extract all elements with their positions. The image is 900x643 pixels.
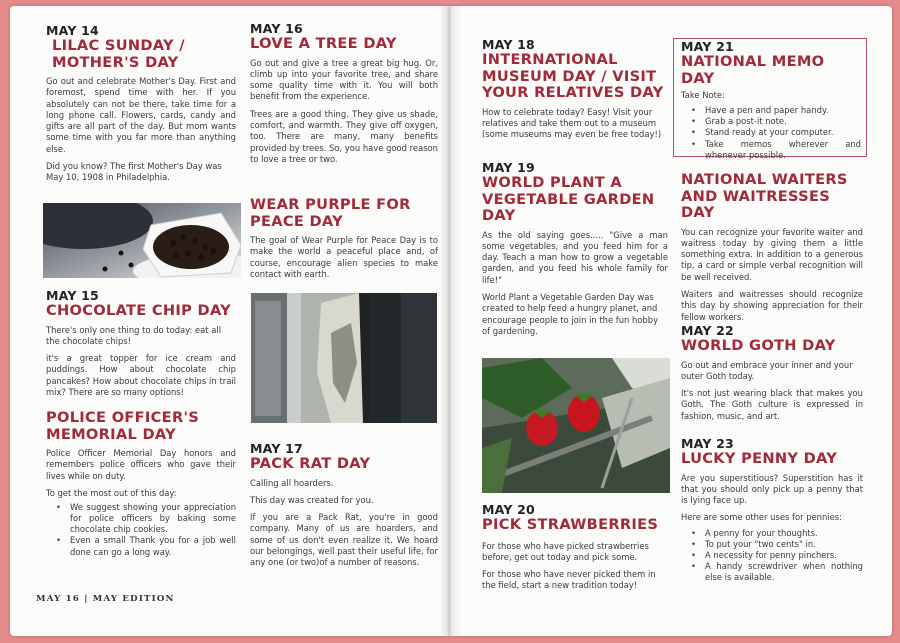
may17-date: MAY 17 — [250, 441, 303, 456]
police-section — [46, 410, 236, 558]
police-title: POLICE OFFICER'S MEMORIAL DAY — [46, 409, 200, 443]
may19-paragraph-2: World Plant a Vegetable Garden Day was created to help feed a hungry planet, and encourage people to join in the fun hobby of gardening. — [482, 291, 659, 336]
may17-section — [250, 442, 438, 575]
may23-title: LUCKY PENNY DAY — [681, 450, 838, 467]
may14-section — [46, 24, 236, 190]
may19-date: MAY 19 — [482, 160, 535, 175]
may18-title: INTERNATIONAL MUSEUM DAY / VISIT YOUR RELATIVES DAY — [482, 51, 664, 101]
may19-title: WORLD PLANT A VEGETABLE GARDEN DAY — [482, 174, 655, 224]
may19-section — [482, 161, 668, 343]
purple-paragraph-1: The goal of Wear Purple for Peace Day is to make the world a peaceful place and, of course, encourage alien species to make contact with earth. — [250, 235, 438, 279]
list-item: • Take memos wherever and whenever possible. — [705, 139, 861, 161]
may23-date: MAY 23 — [681, 436, 734, 451]
waiters-section — [681, 172, 863, 329]
may20-title: PICK STRAWBERRIES — [482, 516, 659, 533]
list-item: • A necessity for penny pinchers. — [705, 550, 863, 561]
list-item: • Even a small Thank you for a job well done can go a long way. — [70, 535, 236, 557]
purple-title: WEAR PURPLE FOR PEACE DAY — [250, 196, 411, 230]
may17-paragraph-1: Calling all hoarders. — [250, 477, 334, 488]
may15-paragraph-1: There's only one thing to do today: eat all the chocolate chips! — [46, 324, 222, 346]
list-item: • A handy screwdriver when nothing else is available. — [705, 561, 863, 583]
door-image — [251, 293, 437, 423]
may22-section — [681, 324, 863, 428]
may23-list — [681, 528, 863, 583]
may21-date: MAY 21 — [681, 39, 734, 54]
may16-section — [250, 22, 438, 171]
may20-date: MAY 20 — [482, 502, 535, 517]
list-item: • Grab a post-it note. — [705, 116, 861, 127]
may23-paragraph-2: Here are some other uses for pennies: — [681, 512, 842, 523]
may20-paragraph-2: For those who have never picked them in the field, start a new tradition today! — [482, 569, 656, 591]
may23-section — [681, 437, 863, 583]
list-item: • Have a pen and paper handy. — [705, 105, 861, 116]
strawberries-photo — [482, 358, 670, 493]
may18-section — [482, 38, 668, 146]
waiters-paragraph-1: You can recognize your favorite waiter and waitress today by giving them a little something extra. In addition to a generous tip, a card or simple verbal recognition will be well received. — [681, 226, 863, 282]
list-item: • A penny for your thoughts. — [705, 528, 863, 539]
may16-date: MAY 16 — [250, 21, 303, 36]
may16-paragraph-1: Go out and give a tree a great big hug. Or, climb up into your favorite tree, and share some quality time with it. You will both benefit from the experience. — [250, 57, 438, 102]
may15-date: MAY 15 — [46, 288, 99, 303]
may22-title: WORLD GOTH DAY — [681, 337, 836, 354]
purple-section — [250, 197, 438, 286]
may17-paragraph-3: If you are a Pack Rat, you're in good company. Many of us are hoarders, and some of us don't even realize it. We hoard our belongings, well past their useful life, for any one (or two)of a number of reasons. — [250, 512, 438, 568]
page-footer: MAY 16 | MAY EDITION — [36, 594, 175, 604]
may22-date: MAY 22 — [681, 323, 734, 338]
may15-title: CHOCOLATE CHIP DAY — [46, 302, 232, 319]
may17-title: PACK RAT DAY — [250, 455, 371, 472]
may16-paragraph-2: Trees are a good thing. They give us shade, comfort, and warmth. They give off oxygen, too. There are many, many benefits provided by trees. So, you have good reason to love a tree or two. — [250, 108, 438, 164]
may15-paragraph-2: it's a great topper for ice cream and puddings. How about chocolate chip pancakes? How about chocolate chips in trail mix? There are so many options! — [46, 353, 236, 397]
may14-paragraph-2: Did you know? The first Mother's Day was May 10, 1908 in Philadelphia. — [46, 161, 222, 183]
alien-door-photo — [251, 293, 437, 423]
may18-paragraph-1: How to celebrate today? Easy! Visit your relatives and take them out to a museum (some museums may even be free today!) — [482, 106, 662, 140]
may21-section — [681, 40, 861, 161]
may14-paragraph-1: Go out and celebrate Mother's Day. First and foremost, spend time with her. If you absolutely can not be there, take time for a long phone call. Flowers, cards, candy and gifts are all part of the day. But mom wants some time with you far more than anything else. — [46, 76, 236, 154]
waiters-paragraph-2: Waiters and waitresses should recognize this day by showing appreciation for their fellow workers. — [681, 288, 863, 322]
may22-paragraph-2: It's not just wearing black that makes you Goth. The Goth culture is expressed in fashion, music, and art. — [681, 388, 863, 421]
may17-paragraph-2: This day was created for you. — [250, 494, 374, 505]
police-list — [46, 502, 236, 557]
may14-title: LILAC SUNDAY / MOTHER'S DAY — [52, 37, 185, 71]
may14-date: MAY 14 — [46, 23, 99, 38]
police-paragraph-2: To get the most out of this day: — [46, 487, 177, 498]
chocolate-chips-image — [43, 203, 241, 278]
list-item: • Stand ready at your computer. — [705, 127, 861, 138]
list-item: • We suggest showing your appreciation for police officers by baking some chocolate chip cookies. — [70, 502, 236, 535]
police-paragraph-1: Police Officer Memorial Day honors and remembers police officers who gave their lives while on duty. — [46, 448, 236, 481]
may22-paragraph-1: Go out and embrace your inner and your outer Goth today. — [681, 359, 853, 381]
may21-list — [681, 105, 861, 160]
chocolate-chips-photo — [43, 203, 241, 278]
may15-section — [46, 289, 236, 400]
may18-date: MAY 18 — [482, 37, 535, 52]
waiters-title: NATIONAL WAITERS AND WAITRESSES DAY — [681, 171, 848, 221]
may21-paragraph-1: Take Note: — [681, 90, 725, 100]
may21-title: NATIONAL MEMO DAY — [681, 53, 825, 87]
may19-paragraph-1: As the old saying goes..... "Give a man some vegetables, and you feed him for a day. Teach a man how to grow a vegetable garden, and you feed his whole family for life!" — [482, 229, 668, 285]
strawberries-image — [482, 358, 670, 493]
may20-paragraph-1: For those who have picked strawberries before, get out today and pick some. — [482, 540, 649, 562]
may20-section — [482, 503, 668, 598]
may16-title: LOVE A TREE DAY — [250, 35, 397, 52]
list-item: • To put your "two cents" in. — [705, 539, 863, 550]
may23-paragraph-1: Are you superstitious? Superstition has it that you should only pick up a penny that is lying face up. — [681, 472, 863, 506]
